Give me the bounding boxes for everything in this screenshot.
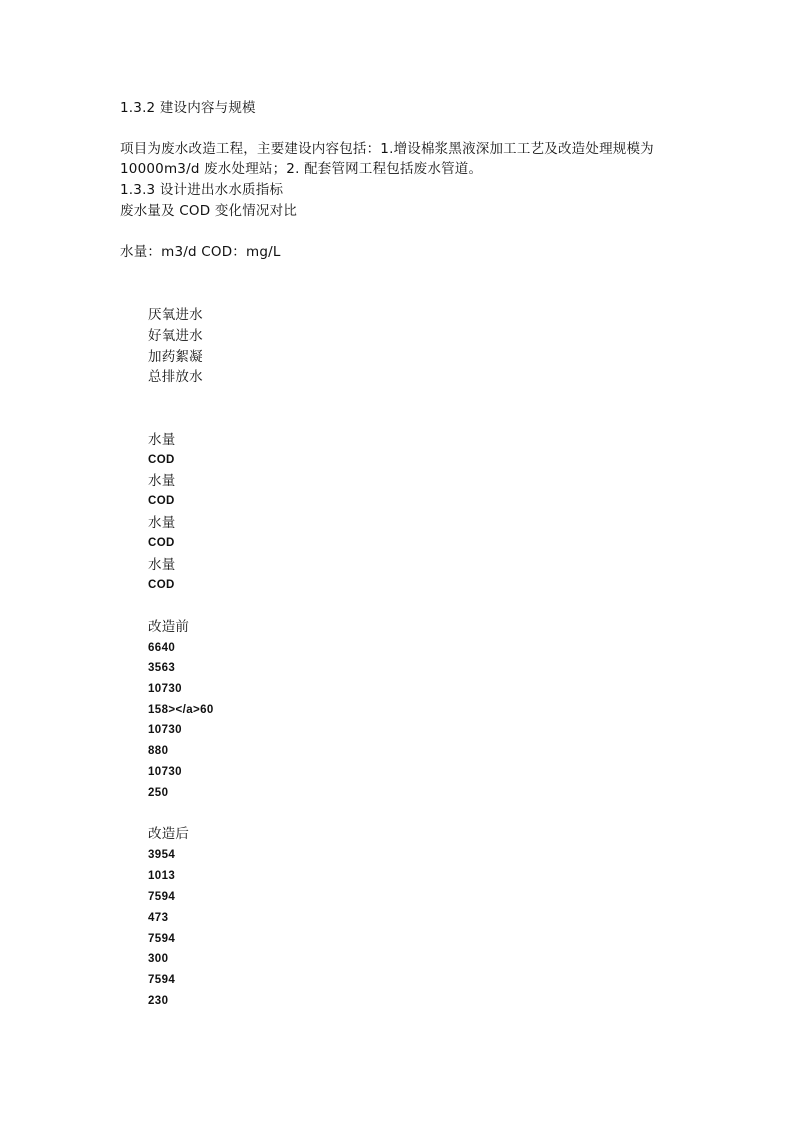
subsection-heading: 1.3.3 设计进出水水质指标	[120, 182, 284, 198]
before-label: 改造前	[148, 619, 190, 635]
param-label: 水量	[148, 515, 176, 531]
after-value: 1013	[148, 870, 176, 882]
after-value: 7594	[148, 974, 176, 986]
comparison-title: 废水量及 COD 变化情况对比	[120, 203, 298, 219]
stage-label: 加药絮凝	[148, 349, 203, 365]
before-value: 3563	[148, 662, 176, 674]
section-heading: 1.3.2 建设内容与规模	[120, 100, 256, 116]
param-label: 水量	[148, 432, 176, 448]
param-label: COD	[148, 579, 175, 591]
before-value: 158></a>60	[148, 704, 214, 716]
after-value: 473	[148, 912, 169, 924]
before-value: 250	[148, 787, 169, 799]
stage-label: 厌氧进水	[148, 307, 203, 323]
before-value: 6640	[148, 642, 176, 654]
units-line: 水量：m3/d COD：mg/L	[120, 244, 281, 260]
after-label: 改造后	[148, 826, 190, 842]
after-value: 7594	[148, 933, 176, 945]
project-description-line-1: 项目为废水改造工程，主要建设内容包括：1.增设棉浆黑液深加工工艺及改造处理规模为	[120, 141, 654, 157]
param-label: 水量	[148, 557, 176, 573]
project-description-line-2: 10000m3/d 废水处理站；2. 配套管网工程包括废水管道。	[120, 161, 483, 177]
after-value: 3954	[148, 849, 176, 861]
param-label: COD	[148, 495, 175, 507]
stage-label: 好氧进水	[148, 328, 203, 344]
before-value: 10730	[148, 683, 182, 695]
after-value: 300	[148, 953, 169, 965]
before-value: 880	[148, 745, 169, 757]
after-value: 7594	[148, 891, 176, 903]
param-label: COD	[148, 537, 175, 549]
before-value: 10730	[148, 766, 182, 778]
after-value: 230	[148, 995, 169, 1007]
param-label: COD	[148, 454, 175, 466]
stage-label: 总排放水	[148, 369, 203, 385]
before-value: 10730	[148, 724, 182, 736]
param-label: 水量	[148, 473, 176, 489]
